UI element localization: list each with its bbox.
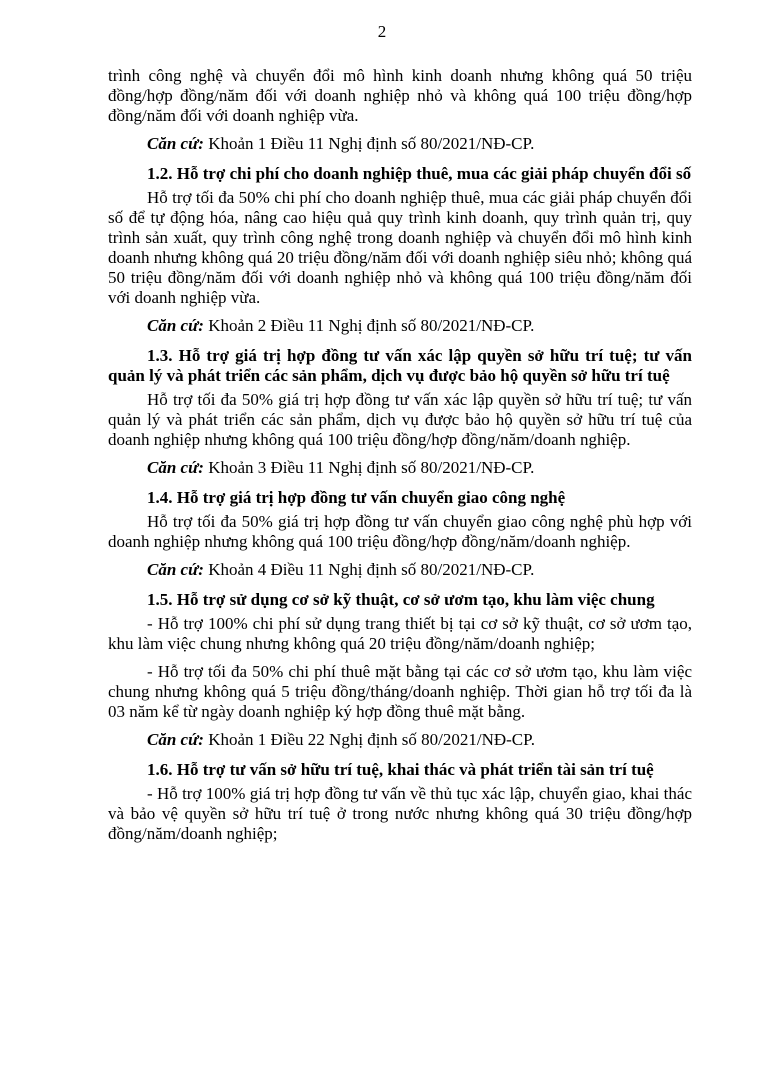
legal-basis-text: Khoản 1 Điều 11 Nghị định số 80/2021/NĐ-CP. bbox=[203, 134, 535, 153]
legal-basis-label: Căn cứ: bbox=[147, 316, 204, 335]
section-paragraph: Hỗ trợ tối đa 50% giá trị hợp đồng tư vấn xác lập quyền sở hữu trí tuệ; tư vấn quản lý và phát triển các sản phẩm, dịch vụ được bảo hộ quyền sở hữu trí tuệ của doanh nghiệp nhưng không quá 100 triệu đồng/hợp đồng/năm/doanh nghiệp. bbox=[108, 390, 692, 449]
intro-paragraph: trình công nghệ và chuyển đổi mô hình kinh doanh nhưng không quá 50 triệu đồng/hợp đồng/năm đối với doanh nghiệp nhỏ và không quá 100 triệu đồng/hợp đồng/năm đối với doanh nghiệp vừa. bbox=[108, 66, 692, 125]
legal-basis-label: Căn cứ: bbox=[147, 134, 204, 153]
section-paragraph: Hỗ trợ tối đa 50% chi phí cho doanh nghiệp thuê, mua các giải pháp chuyển đổi số để tự động hóa, nâng cao hiệu quả quy trình kinh doanh, quy trình quản trị, quy trình sản xuất, quy trình công nghệ trong doanh nghiệp và chuyển đổi mô hình kinh doanh nhưng không quá 20 triệu đồng/năm đối với doanh nghiệp siêu nhỏ; không quá 50 triệu đồng/năm đối với doanh nghiệp nhỏ và không quá 100 triệu đồng/năm đối với doanh nghiệp vừa. bbox=[108, 188, 692, 307]
legal-basis bbox=[108, 316, 692, 336]
legal-basis bbox=[108, 730, 692, 750]
page-number: 2 bbox=[377, 22, 387, 41]
legal-basis-label: Căn cứ: bbox=[147, 560, 204, 579]
legal-basis-text: Khoản 1 Điều 22 Nghị định số 80/2021/NĐ-CP. bbox=[203, 730, 535, 749]
legal-basis-text: Khoản 4 Điều 11 Nghị định số 80/2021/NĐ-CP. bbox=[203, 560, 535, 579]
section-paragraph: - Hỗ trợ 100% giá trị hợp đồng tư vấn về thủ tục xác lập, chuyển giao, khai thác và bảo vệ quyền sở hữu trí tuệ ở trong nước nhưng không quá 30 triệu đồng/hợp đồng/năm/doanh nghiệp; bbox=[108, 784, 692, 843]
legal-basis bbox=[108, 134, 692, 154]
section-heading: 1.3. Hỗ trợ giá trị hợp đồng tư vấn xác lập quyền sở hữu trí tuệ; tư vấn quản lý và phát triển các sản phẩm, dịch vụ được bảo hộ quyền sở hữu trí tuệ bbox=[108, 346, 692, 385]
legal-basis-label: Căn cứ: bbox=[147, 730, 204, 749]
legal-basis bbox=[108, 458, 692, 478]
section-heading: 1.2. Hỗ trợ chi phí cho doanh nghiệp thuê, mua các giải pháp chuyển đổi số bbox=[147, 164, 692, 183]
section-heading: 1.5. Hỗ trợ sử dụng cơ sở kỹ thuật, cơ sở ươm tạo, khu làm việc chung bbox=[147, 590, 655, 609]
section-heading: 1.4. Hỗ trợ giá trị hợp đồng tư vấn chuyển giao công nghệ bbox=[147, 488, 566, 507]
legal-basis-text: Khoản 3 Điều 11 Nghị định số 80/2021/NĐ-CP. bbox=[203, 458, 535, 477]
section-paragraph: Hỗ trợ tối đa 50% giá trị hợp đồng tư vấn chuyển giao công nghệ phù hợp với doanh nghiệp nhưng không quá 100 triệu đồng/hợp đồng/năm/doanh nghiệp. bbox=[108, 512, 692, 551]
section-paragraph: - Hỗ trợ 100% chi phí sử dụng trang thiết bị tại cơ sở kỹ thuật, cơ sở ươm tạo, khu làm việc chung nhưng không quá 20 triệu đồng/năm/doanh nghiệp; bbox=[108, 614, 692, 653]
legal-basis-label: Căn cứ: bbox=[147, 458, 204, 477]
legal-basis bbox=[108, 560, 692, 580]
legal-basis-text: Khoản 2 Điều 11 Nghị định số 80/2021/NĐ-CP. bbox=[203, 316, 535, 335]
section-heading: 1.6. Hỗ trợ tư vấn sở hữu trí tuệ, khai thác và phát triển tài sản trí tuệ bbox=[147, 760, 654, 779]
section-paragraph: - Hỗ trợ tối đa 50% chi phí thuê mặt bằng tại các cơ sở ươm tạo, khu làm việc chung nhưng không quá 5 triệu đồng/tháng/doanh nghiệp. Thời gian hỗ trợ tối đa là 03 năm kể từ ngày doanh nghiệp ký hợp đồng thuê mặt bằng. bbox=[108, 662, 692, 721]
document-body bbox=[108, 66, 692, 852]
